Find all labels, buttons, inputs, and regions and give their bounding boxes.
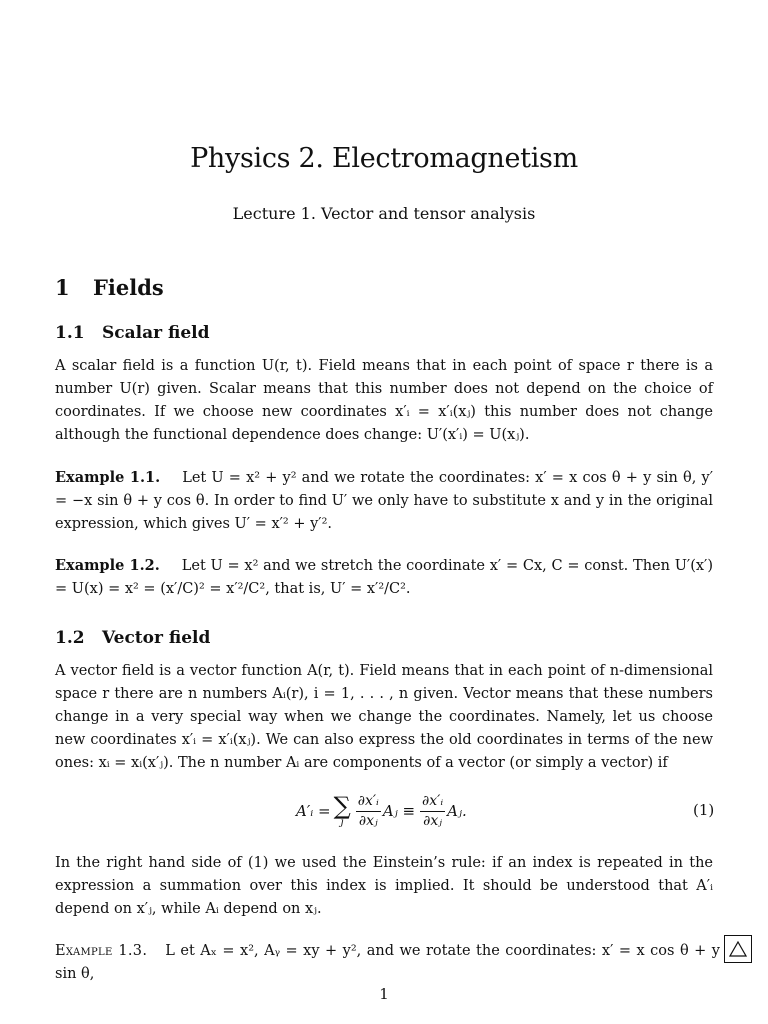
page-number: 1 [379, 985, 389, 1003]
subsection-title: Scalar field [102, 323, 210, 343]
example-label: Example 1.1. [55, 469, 161, 486]
equation-1 [0, 788, 768, 834]
paragraph-vector-definition: A vector field is a vector function A(r, t). Field means that in each point of n-dimensional space r there are n numbers Aᵢ(r), i = 1, . . . , n given. Vector means that these numbers change in a very special way when we change the coordinates. Namely, let us choose new coordinates x′ᵢ = x′ᵢ(xⱼ). We can also express the old coordinates in terms of the new ones: xᵢ = xᵢ(x′ⱼ). The n number Aᵢ are components of a vector (or simply a vector) if [55, 663, 713, 771]
subsection-number: 1.2 [55, 628, 85, 648]
equation-rhs: Aⱼ. [447, 802, 467, 820]
fraction-numerator: ∂x′ᵢ [420, 793, 445, 812]
fraction-1 [356, 793, 381, 830]
section-heading [55, 275, 164, 301]
example-text: L et Aₓ = x², Aᵧ = xy + y², and we rotate the coordinates: x′ = x cos θ + y sin θ, [55, 943, 721, 982]
example-text: Let U = x² and we stretch the coordinate x′ = Cx, C = const. Then U′(x′) = U(x) = x² = (x′/C)² = x′²/C², that is, U′ = x′²/C². [55, 558, 713, 597]
fraction-numerator: ∂x′ᵢ [356, 793, 381, 812]
example-text: Let U = x² + y² and we rotate the coordinates: x′ = x cos θ + y sin θ, y′ = −x sin θ + y cos θ. In order to find U′ we only have to substitute x and y in the original expression, which gives U′ = x′² + y′². [55, 470, 713, 532]
triangle-icon[interactable] [724, 935, 752, 963]
section-number: 1 [55, 275, 70, 300]
paper-title: Physics 2. Electromagnetism [190, 143, 578, 174]
summation-symbol: ∑ j [333, 792, 351, 828]
equation-lhs: A′ᵢ = [296, 802, 331, 820]
example-1-3 [55, 940, 720, 986]
equation-number: (1) [693, 801, 715, 819]
paper-subtitle: Lecture 1. Vector and tensor analysis [232, 204, 536, 223]
section-title: Fields [93, 275, 164, 300]
subsection-number: 1.1 [55, 323, 85, 343]
example-1-2 [55, 554, 713, 601]
subsection-heading-vector [55, 627, 210, 649]
fraction-denominator: ∂xⱼ [423, 812, 442, 829]
fraction-2 [420, 793, 445, 830]
paragraph-scalar-definition: A scalar field is a function U(r, t). Field means that in each point of space r there is a number U(r) given. Scalar means that this number does not depend on the choice of coordinates. If we choose new coordinates x′ᵢ = x′ᵢ(xⱼ) this number does not change although the functional dependence does change: U′(x′ᵢ) = U(xⱼ). [55, 358, 713, 443]
equation-mid: Aⱼ ≡ [382, 802, 416, 820]
summation-index: j [340, 817, 344, 828]
example-label: Example 1.2. [55, 557, 160, 574]
fraction-denominator: ∂xⱼ [358, 812, 378, 829]
equation-body [296, 788, 467, 834]
example-1-1 [55, 466, 713, 536]
subsection-heading-scalar [55, 322, 210, 344]
example-label: Example 1.3. [55, 943, 148, 959]
subsection-title: Vector field [102, 628, 211, 648]
paragraph-einstein-rule: In the right hand side of (1) we used the Einstein’s rule: if an index is repeated in the expression a summation over this index is implied. It should be understood that A′ᵢ depend on x′ⱼ, while Aᵢ depend on xⱼ. [55, 855, 713, 917]
